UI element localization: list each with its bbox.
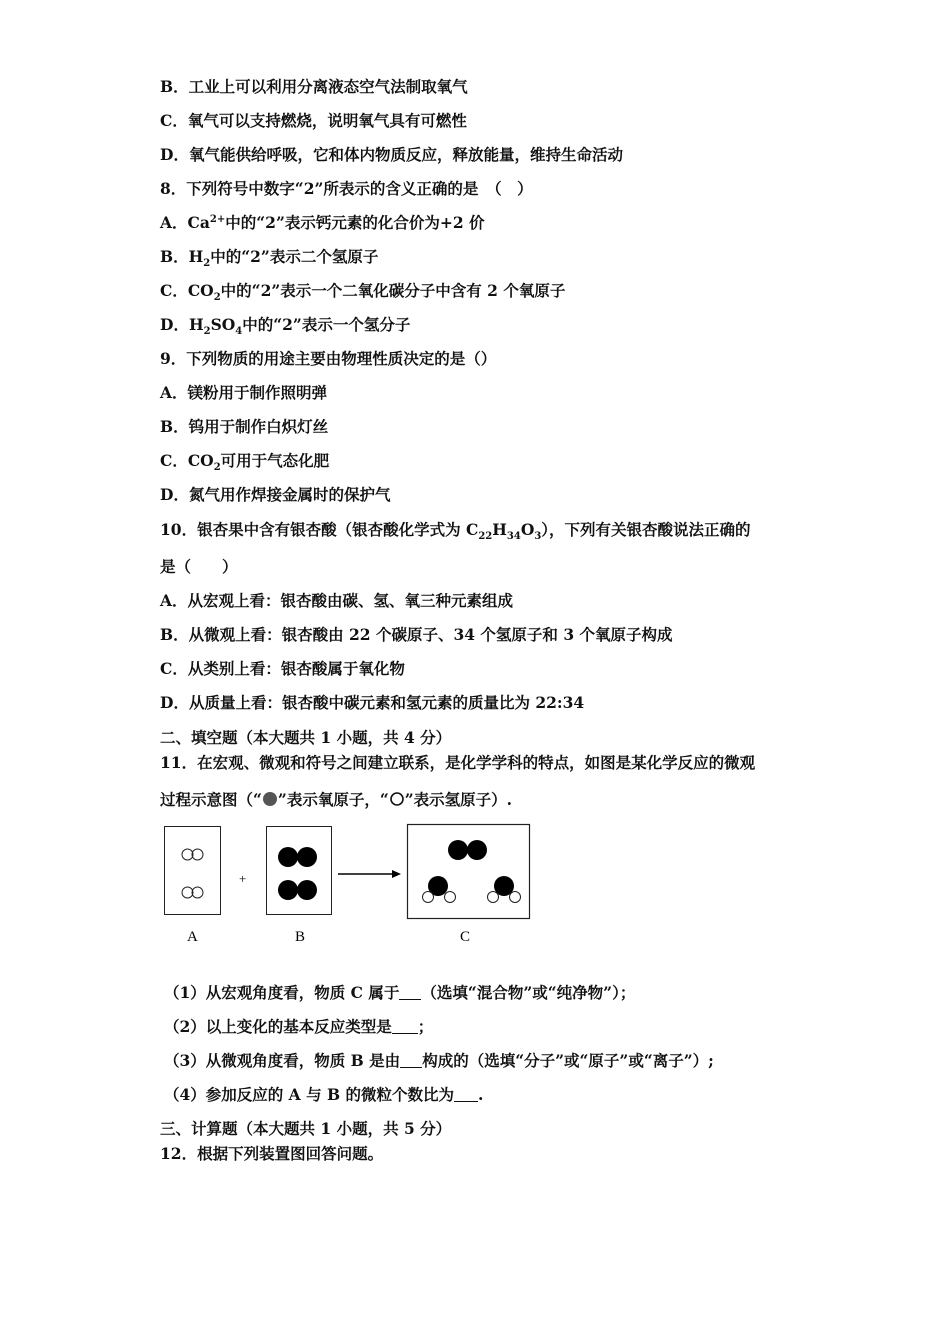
q12-stem: 12．根据下列装置图回答问题。 <box>160 1144 384 1163</box>
q8-stem: 8．下列符号中数字“2”所表示的含义正确的是 （ ） <box>160 179 533 198</box>
q9-stem: 9．下列物质的用途主要由物理性质决定的是（） <box>160 349 497 368</box>
box-c <box>408 825 530 919</box>
plus-sign: + <box>239 871 247 886</box>
q10-stem: 10．银杏果中含有银杏酸（银杏酸化学式为 $C_{22}H_{34}O_3$），下列有关银杏酸说法正确的 <box>160 520 751 543</box>
q11-part-4: （4）参加反应的 A 与 B 的微粒个数比为 . <box>164 1085 484 1104</box>
answer-blank[interactable] <box>400 1052 422 1068</box>
q11-part-2: （2）以上变化的基本反应类型是 ； <box>164 1017 434 1036</box>
section-3-heading: 三、计算题（本大题共 1 小题，共 5 分） <box>160 1119 452 1138</box>
q7-option-d: D．氧气能供给呼吸，它和体内物质反应，释放能量，维持生命活动 <box>160 145 623 164</box>
q10-option-c: C．从类别上看：银杏酸属于氧化物 <box>160 659 405 678</box>
q9-option-b: B．钨用于制作白炽灯丝 <box>160 417 329 436</box>
q11-stem: 11．在宏观、微观和符号之间建立联系，是化学学科的特点，如图是某化学反应的微观 <box>160 753 756 772</box>
answer-blank[interactable] <box>454 1086 478 1102</box>
section-2-heading: 二、填空题（本大题共 1 小题，共 4 分） <box>160 728 452 747</box>
q10-option-d: D．从质量上看：银杏酸中碳元素和氢元素的质量比为 22:34 <box>160 693 585 712</box>
label-c: C <box>460 929 471 945</box>
label-b: B <box>295 929 306 945</box>
q8-option-a: A．$Ca^{2+}$中的“2”表示钙元素的化合价为+2 价 <box>160 213 485 232</box>
q7-option-b: B．工业上可以利用分离液态空气法制取氧气 <box>160 77 468 96</box>
q10-option-a: A．从宏观上看：银杏酸由碳、氢、氧三种元素组成 <box>160 591 514 610</box>
q10-stem-cont: 是（ ） <box>160 557 238 576</box>
box-b <box>267 827 332 915</box>
reaction-arrow <box>338 870 401 878</box>
q11-part-3: （3）从微观角度看，物质 B 是由 构成的（选填“分子”或“原子”或“离子”）; <box>164 1051 714 1070</box>
q10-option-b: B．从微观上看：银杏酸由 22 个碳原子、34 个氢原子和 3 个氧原子构成 <box>160 625 673 644</box>
q7-option-c: C．氧气可以支持燃烧，说明氧气具有可燃性 <box>160 111 467 130</box>
answer-blank[interactable] <box>399 984 421 1000</box>
q8-option-b: B．$H_2$中的“2”表示二个氢原子 <box>160 247 379 270</box>
q11-part-1: （1）从宏观角度看，物质 C 属于 （选填“混合物”或“纯净物”）； <box>164 983 636 1002</box>
q9-option-d: D．氮气用作焊接金属时的保护气 <box>160 485 391 504</box>
hydrogen-atom-icon <box>389 791 405 807</box>
reaction-diagram <box>160 820 540 950</box>
q8-option-d: D．$H_2SO_4$中的“2”表示一个氢分子 <box>160 315 411 338</box>
label-a: A <box>187 929 198 945</box>
q8-option-c: C．$CO_2$中的“2”表示一个二氧化碳分子中含有 2 个氧原子 <box>160 281 566 304</box>
q9-option-a: A．镁粉用于制作照明弹 <box>160 383 328 402</box>
q11-stem-cont: 过程示意图（“ ”表示氧原子，“ ”表示氢原子）. <box>160 790 513 809</box>
reaction-diagram-svg <box>160 820 540 950</box>
q9-option-c: C．$CO_2$可用于气态化肥 <box>160 451 330 474</box>
oxygen-atom-icon <box>262 791 278 807</box>
answer-blank[interactable] <box>392 1018 418 1034</box>
box-a <box>165 827 221 915</box>
